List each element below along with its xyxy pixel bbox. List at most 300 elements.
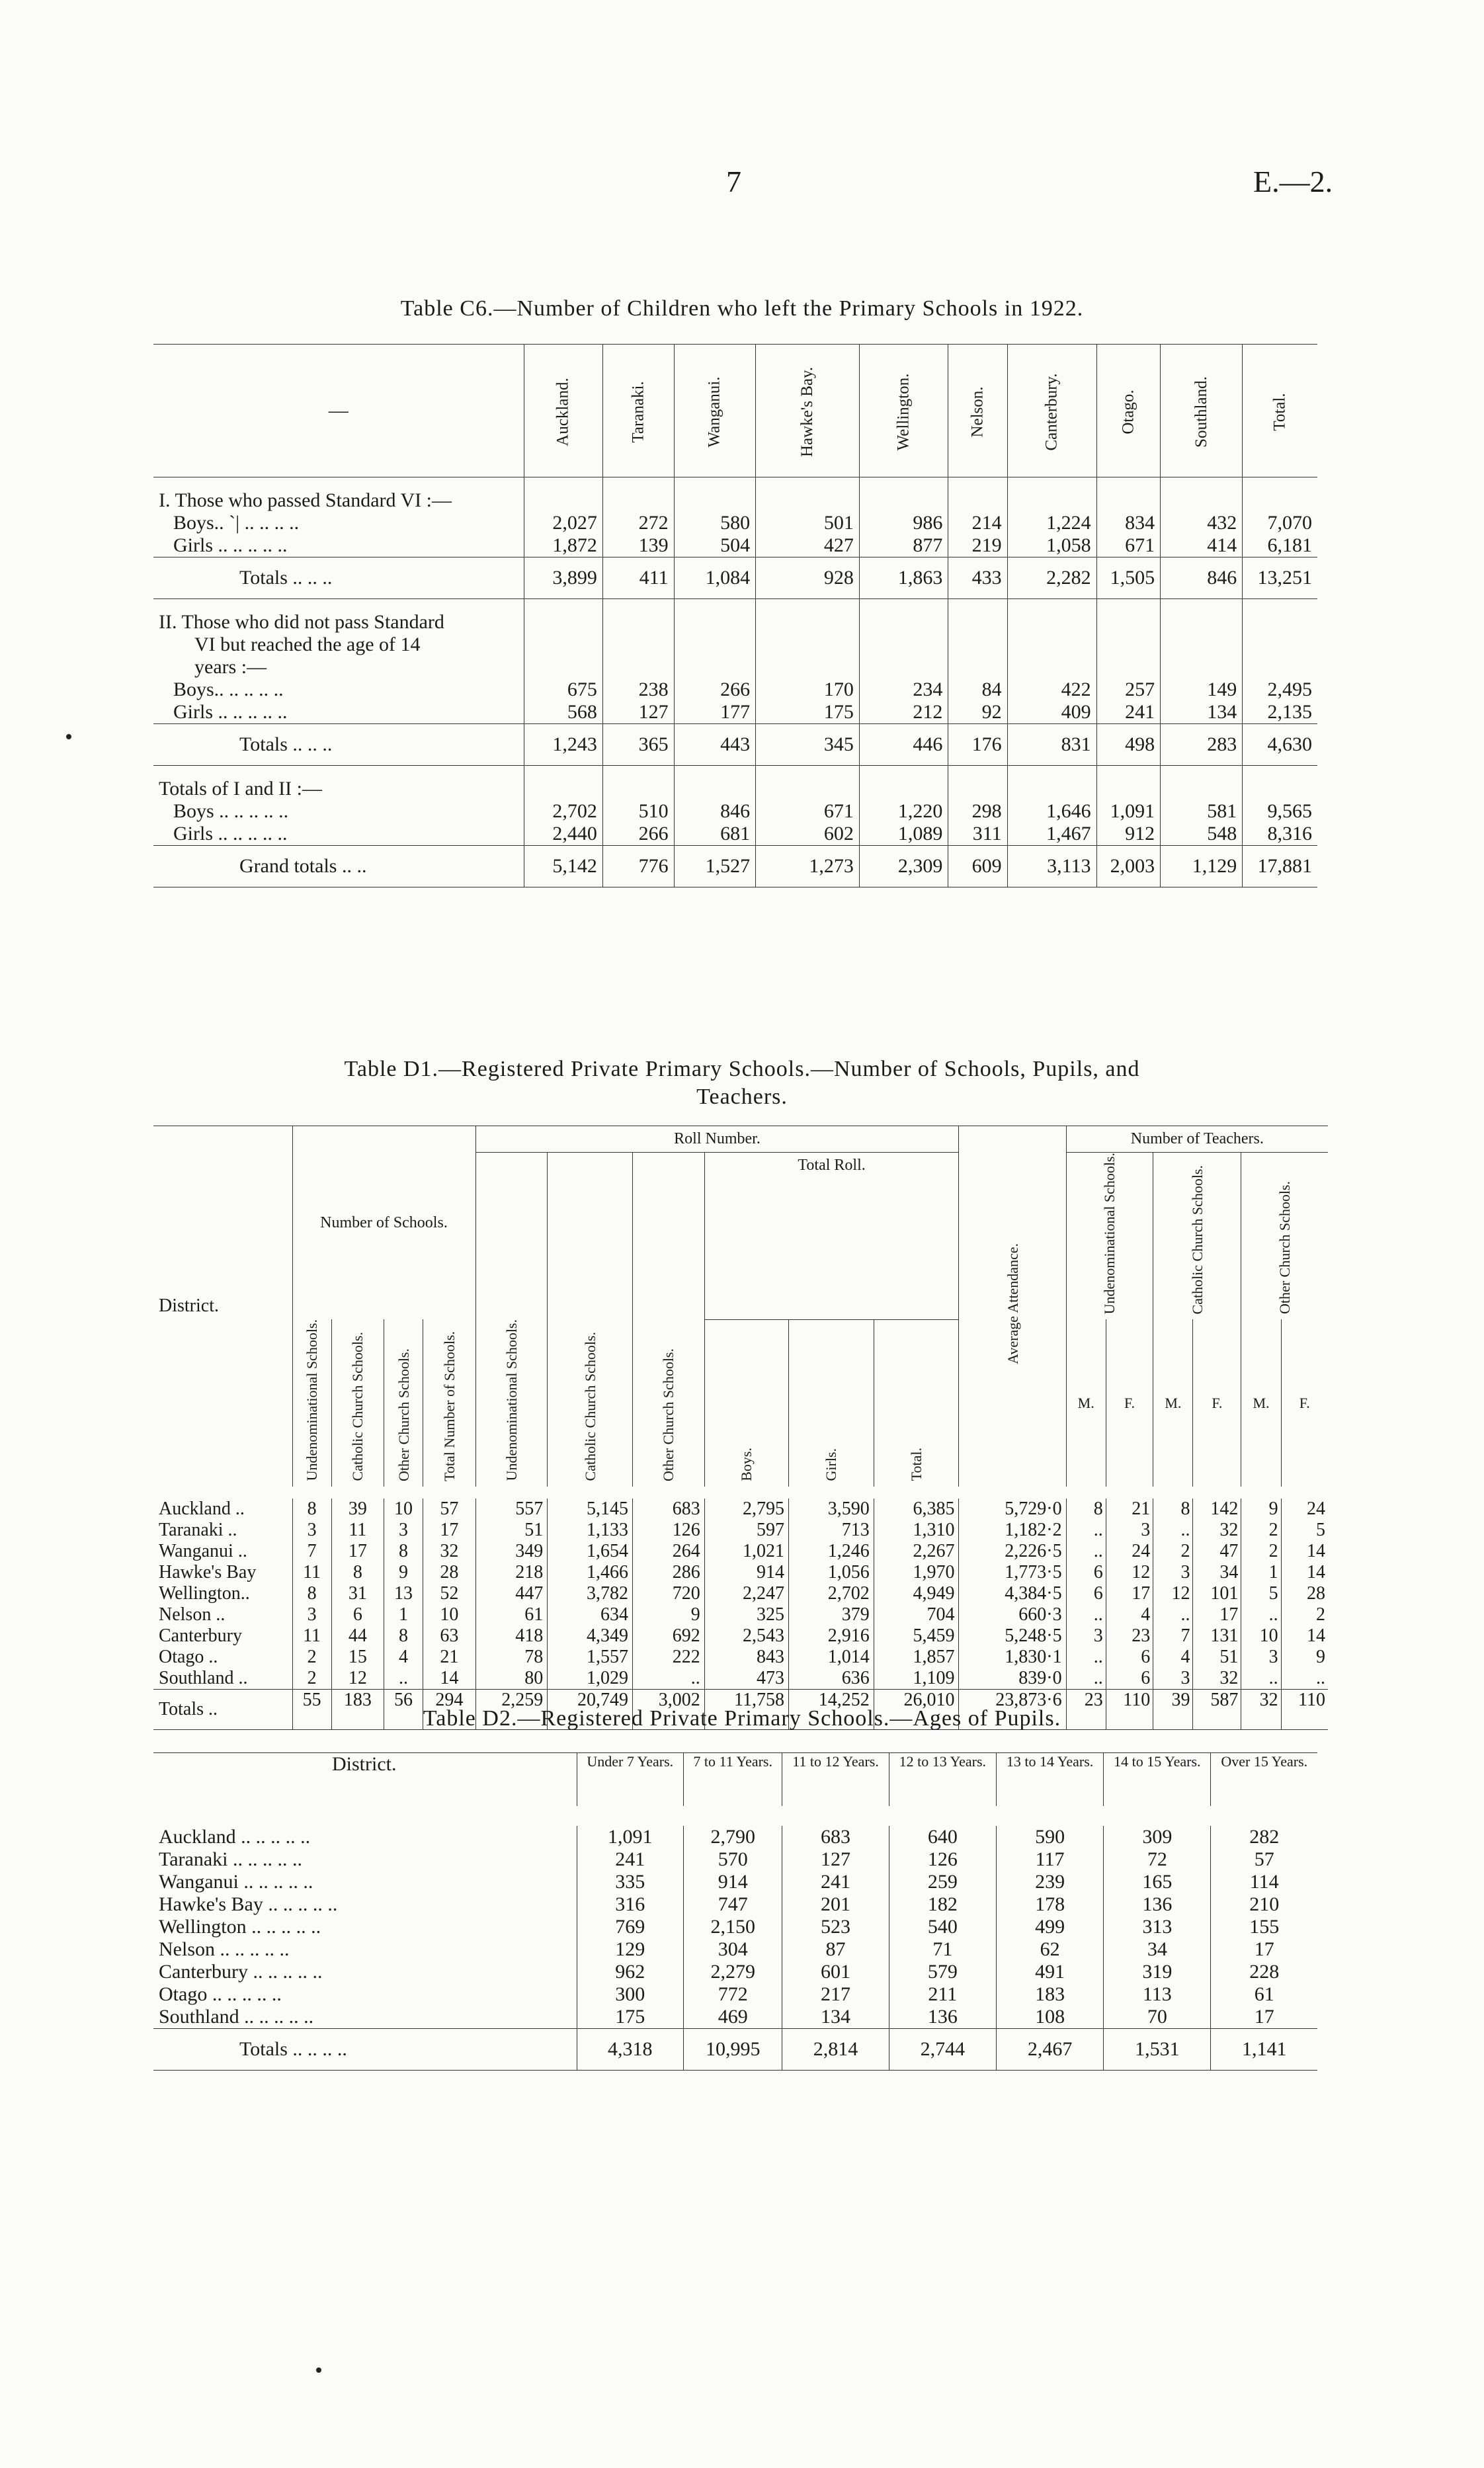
district-name: Hawke's Bay (159, 1561, 257, 1583)
d2-col-head: 7 to 11 Years. (684, 1753, 782, 1817)
table-cell: 26,010 (874, 1689, 959, 1729)
table-cell: 5 (1241, 1583, 1281, 1604)
table-cell: 1,182·2 (959, 1520, 1066, 1541)
table-cell: 6 (1066, 1562, 1106, 1583)
table-cell: 177 (674, 701, 755, 724)
table-cell: 234 (859, 679, 948, 701)
table-cell: 1,224 (1007, 512, 1096, 534)
c6-section2-heading: years :— (194, 656, 267, 678)
table-cell: .. (1066, 1541, 1106, 1562)
table-cell: 597 (704, 1520, 788, 1541)
table-cell: 241 (782, 1871, 889, 1893)
table-cell: 155 (1211, 1916, 1317, 1938)
d2-col-head: Under 7 Years. (577, 1753, 684, 1817)
table-cell: 365 (602, 724, 674, 766)
table-cell: 127 (782, 1848, 889, 1871)
table-cell: 447 (475, 1583, 548, 1604)
d2-col-head: 11 to 12 Years. (782, 1753, 889, 1817)
d1-mf-head: M. (1241, 1319, 1281, 1492)
table-cell: 257 (1096, 679, 1161, 701)
table-cell: 499 (996, 1916, 1103, 1938)
table-row (153, 1625, 1328, 1647)
table-cell: 8 (1066, 1493, 1106, 1520)
table-cell: 11,758 (704, 1689, 788, 1729)
table-cell: .. (1281, 1668, 1328, 1690)
table-cell: 523 (782, 1916, 889, 1938)
table-cell: 432 (1161, 512, 1243, 534)
table-cell: 2,814 (782, 2029, 889, 2071)
table-cell: 9,565 (1243, 800, 1317, 823)
district-name: Nelson .. (159, 1604, 226, 1625)
table-cell: 239 (996, 1871, 1103, 1893)
table-cell: 2 (292, 1668, 331, 1690)
table-cell: 134 (1161, 701, 1243, 724)
c6-row (153, 724, 1317, 766)
table-cell: 136 (1104, 1893, 1211, 1916)
table-cell: 846 (674, 800, 755, 823)
table-cell: 2,543 (704, 1625, 788, 1647)
table-cell: 422 (1007, 679, 1096, 701)
table-cell: 117 (996, 1848, 1103, 1871)
table-cell: 300 (577, 1983, 684, 2006)
table-cell: 71 (889, 1938, 996, 1961)
table-cell: 839·0 (959, 1668, 1066, 1690)
table-cell: 2,267 (874, 1541, 959, 1562)
table-cell: 31 (331, 1583, 384, 1604)
table-cell: 2,282 (1007, 557, 1096, 599)
d1-total-roll-group: Total Roll. (704, 1153, 959, 1320)
d1-school-col: Other Church Schools. (384, 1319, 423, 1492)
table-cell: 720 (632, 1583, 704, 1604)
table-row (153, 1816, 1317, 1848)
row-label: Girls .. .. .. .. .. (173, 534, 288, 556)
table-cell: 4 (384, 1647, 423, 1668)
table-cell: 17 (1211, 1938, 1317, 1961)
table-cell: 3 (1066, 1625, 1106, 1647)
table-cell: 1 (384, 1604, 423, 1625)
table-cell: 14 (1281, 1562, 1328, 1583)
table-cell: 504 (674, 534, 755, 557)
table-cell: 1,091 (577, 1816, 684, 1848)
district-name: Southland .. (159, 1667, 248, 1688)
table-cell: 846 (1161, 557, 1243, 599)
table-cell: 776 (602, 846, 674, 887)
table-cell: 581 (1161, 800, 1243, 823)
table-cell: 1,863 (859, 557, 948, 599)
c6-section1-heading: I. Those who passed Standard VI :— (159, 489, 452, 511)
table-cell: 84 (948, 679, 1007, 701)
table-cell: 24 (1281, 1493, 1328, 1520)
table-cell: 32 (1193, 1520, 1241, 1541)
table-cell: 3,899 (524, 557, 602, 599)
table-cell: 914 (704, 1562, 788, 1583)
table-cell: 39 (1153, 1689, 1193, 1729)
table-cell: 78 (475, 1647, 548, 1668)
table-cell: 4,949 (874, 1583, 959, 1604)
table-cell: 443 (674, 724, 755, 766)
table-cell: 2,744 (889, 2029, 996, 2071)
table-cell: 5,248·5 (959, 1625, 1066, 1647)
table-cell: .. (1066, 1604, 1106, 1625)
table-cell: 1,058 (1007, 534, 1096, 557)
table-cell: 5,459 (874, 1625, 959, 1647)
table-cell: 4,384·5 (959, 1583, 1066, 1604)
table-cell: 131 (1193, 1625, 1241, 1647)
table-cell: 17 (1193, 1604, 1241, 1625)
table-row (153, 1848, 1317, 1871)
c6-row (153, 512, 1317, 534)
table-cell: 14 (1281, 1541, 1328, 1562)
table-cell: 57 (1211, 1848, 1317, 1871)
table-cell: 212 (859, 701, 948, 724)
d1-mf-head: F. (1106, 1319, 1153, 1492)
c6-col-head: Total. (1243, 345, 1317, 477)
table-cell: 1,084 (674, 557, 755, 599)
table-cell: 1,273 (756, 846, 860, 887)
table-cell: 32 (1241, 1689, 1281, 1729)
table-cell: 1,089 (859, 823, 948, 846)
district-name: Otago .. .. .. .. .. (159, 1983, 282, 2005)
table-cell: 3,002 (632, 1689, 704, 1729)
d2-body (153, 1816, 1317, 2071)
d1-school-col: Undenominational Schools. (292, 1319, 331, 1492)
table-cell: 165 (1104, 1871, 1211, 1893)
c6-col-head: Taranaki. (602, 345, 674, 477)
table-cell: 9 (1241, 1493, 1281, 1520)
table-cell: 4,349 (548, 1625, 633, 1647)
table-cell: 568 (524, 701, 602, 724)
table-cell: 6 (331, 1604, 384, 1625)
c6-col-head: Canterbury. (1007, 345, 1096, 477)
table-row (153, 1562, 1328, 1583)
table-cell: 2,916 (788, 1625, 874, 1647)
c6-col-head: Southland. (1161, 345, 1243, 477)
row-label: Girls .. .. .. .. .. (173, 823, 288, 844)
table-cell: 671 (756, 800, 860, 823)
d1-district-head: District. (159, 1296, 219, 1317)
d1-mf-head: F. (1281, 1319, 1328, 1492)
table-cell: 10 (384, 1493, 423, 1520)
table-cell: 32 (1193, 1668, 1241, 1690)
table-cell: 238 (602, 679, 674, 701)
d1-body (153, 1493, 1328, 1730)
table-cell: 17 (1106, 1583, 1153, 1604)
table-cell: 5 (1281, 1520, 1328, 1541)
table-cell: 2,440 (524, 823, 602, 846)
page-number: 7 (726, 165, 741, 198)
d1-schools-group: Number of Schools. (292, 1126, 475, 1320)
table-cell: 14 (1281, 1625, 1328, 1647)
table-cell: 747 (684, 1893, 782, 1916)
table-cell: 914 (684, 1871, 782, 1893)
d2-district-head: District. (332, 1753, 397, 1775)
table-cell: 61 (475, 1604, 548, 1625)
table-cell: 13,251 (1243, 557, 1317, 599)
table-cell: 675 (524, 679, 602, 701)
c6-section2-heading: II. Those who did not pass Standard (159, 611, 444, 633)
table-cell: 136 (889, 2006, 996, 2029)
table-cell: 772 (684, 1983, 782, 2006)
table-cell: 2,003 (1096, 846, 1161, 887)
table-cell: 2,027 (524, 512, 602, 534)
table-cell: 311 (948, 823, 1007, 846)
document-reference: E.—2. (1253, 165, 1333, 198)
table-cell: 6 (1066, 1583, 1106, 1604)
row-label: Boys .. .. .. .. .. (173, 800, 289, 822)
table-cell: 671 (1096, 534, 1161, 557)
table-cell: 2,309 (859, 846, 948, 887)
table-cell: 14 (423, 1668, 475, 1690)
c6-row (153, 800, 1317, 823)
row-label: Totals .. .. .. (239, 567, 333, 589)
table-cell: 713 (788, 1520, 874, 1541)
table-cell: 23 (1106, 1625, 1153, 1647)
table-cell: 114 (1211, 1871, 1317, 1893)
table-cell: 1,246 (788, 1541, 874, 1562)
table-cell: 313 (1104, 1916, 1211, 1938)
table-cell: 14,252 (788, 1689, 874, 1729)
table-cell: 34 (1193, 1562, 1241, 1583)
table-cell: 2,247 (704, 1583, 788, 1604)
table-cell: 2,795 (704, 1493, 788, 1520)
table-cell: 3 (292, 1520, 331, 1541)
table-cell: 6,181 (1243, 534, 1317, 557)
table-cell: 286 (632, 1562, 704, 1583)
table-cell: 11 (331, 1520, 384, 1541)
table-cell: 57 (423, 1493, 475, 1520)
table-cell: 411 (602, 557, 674, 599)
table-cell: 1,310 (874, 1520, 959, 1541)
table-cell: 2 (1241, 1520, 1281, 1541)
table-cell: 7 (1153, 1625, 1193, 1647)
table-cell: 15 (331, 1647, 384, 1668)
table-cell: 294 (423, 1689, 475, 1729)
table-cell: 2,702 (524, 800, 602, 823)
table-row (153, 1520, 1328, 1541)
d1-mf-head: M. (1153, 1319, 1193, 1492)
table-cell: 228 (1211, 1961, 1317, 1983)
table-cell: 1,970 (874, 1562, 959, 1583)
table-cell: 1,467 (1007, 823, 1096, 846)
table-cell: 62 (996, 1938, 1103, 1961)
table-row (153, 1871, 1317, 1893)
table-cell: .. (1153, 1604, 1193, 1625)
table-cell: 7,070 (1243, 512, 1317, 534)
table-cell: 2,467 (996, 2029, 1103, 2071)
table-cell: 6 (1106, 1668, 1153, 1690)
table-cell: 218 (475, 1562, 548, 1583)
table-cell: 1,029 (548, 1668, 633, 1690)
district-name: Hawke's Bay .. .. .. .. .. (159, 1893, 338, 1915)
table-cell: 44 (331, 1625, 384, 1647)
table-cell: 51 (1193, 1647, 1241, 1668)
table-row (153, 1916, 1317, 1938)
table-cell: 3,782 (548, 1583, 633, 1604)
table-cell: 28 (1281, 1583, 1328, 1604)
table-cell: 3 (384, 1520, 423, 1541)
table-cell: 349 (475, 1541, 548, 1562)
table-cell: 681 (674, 823, 755, 846)
table-cell: 47 (1193, 1541, 1241, 1562)
district-name: Totals .. (159, 1698, 218, 1719)
table-cell: 414 (1161, 534, 1243, 557)
table-cell: 17 (1211, 2006, 1317, 2029)
table-cell: 219 (948, 534, 1007, 557)
table-cell: 1,654 (548, 1541, 633, 1562)
table-cell: 34 (1104, 1938, 1211, 1961)
table-cell: 1,109 (874, 1668, 959, 1690)
table-cell: 1,872 (524, 534, 602, 557)
table-cell: 210 (1211, 1893, 1317, 1916)
d1-roll-group: Roll Number. (475, 1126, 959, 1153)
c6-col-head: Otago. (1096, 345, 1161, 477)
table-cell: 9 (632, 1604, 704, 1625)
district-name: Auckland .. (159, 1498, 245, 1519)
table-cell: 316 (577, 1893, 684, 1916)
table-cell: 1,056 (788, 1562, 874, 1583)
district-name: Totals .. .. .. .. (239, 2038, 347, 2060)
district-name: Wellington.. (159, 1583, 250, 1604)
table-cell: 1,141 (1211, 2029, 1317, 2071)
table-cell: 831 (1007, 724, 1096, 766)
d1-teachers-group: Number of Teachers. (1066, 1126, 1328, 1153)
table-cell: 13 (384, 1583, 423, 1604)
table-cell: 217 (782, 1983, 889, 2006)
table-cell: 8 (1153, 1493, 1193, 1520)
table-cell: 1,646 (1007, 800, 1096, 823)
table-cell: 4,318 (577, 2029, 684, 2071)
table-cell: 264 (632, 1541, 704, 1562)
table-cell: 446 (859, 724, 948, 766)
table-cell: 142 (1193, 1493, 1241, 1520)
table-row (153, 1938, 1317, 1961)
table-row (153, 1604, 1328, 1625)
c6-col-head: Nelson. (948, 345, 1007, 477)
table-cell: 24 (1106, 1541, 1153, 1562)
table-cell: 587 (1193, 1689, 1241, 1729)
table-cell: 962 (577, 1961, 684, 1983)
c6-body (153, 477, 1317, 887)
table-cell: 175 (577, 2006, 684, 2029)
table-cell: 683 (782, 1816, 889, 1848)
table-cell: 32 (423, 1541, 475, 1562)
table-cell: 222 (632, 1647, 704, 1668)
d2-col-head: 14 to 15 Years. (1104, 1753, 1211, 1817)
d1-mf-head: M. (1066, 1319, 1106, 1492)
table-cell: 2,150 (684, 1916, 782, 1938)
table-cell: 1,466 (548, 1562, 633, 1583)
table-cell: 1,531 (1104, 2029, 1211, 2071)
table-cell: 1,091 (1096, 800, 1161, 823)
district-name: Taranaki .. (159, 1519, 237, 1540)
table-cell: 469 (684, 2006, 782, 2029)
table-cell: 113 (1104, 1983, 1211, 2006)
table-cell: 660·3 (959, 1604, 1066, 1625)
table-cell: 692 (632, 1625, 704, 1647)
margin-mark (316, 2367, 321, 2373)
table-cell: 175 (756, 701, 860, 724)
table-cell: 928 (756, 557, 860, 599)
table-cell: 2 (1153, 1541, 1193, 1562)
table-cell: 409 (1007, 701, 1096, 724)
table-cell: 4,630 (1243, 724, 1317, 766)
c6-row (153, 823, 1317, 846)
c6-col-head: Auckland. (524, 345, 602, 477)
table-cell: 21 (1106, 1493, 1153, 1520)
table-cell: 1,830·1 (959, 1647, 1066, 1668)
d1-teacher-col: Other Church Schools. (1241, 1153, 1328, 1320)
table-cell: 3 (1153, 1562, 1193, 1583)
table-cell: 8 (331, 1562, 384, 1583)
table-cell: 843 (704, 1647, 788, 1668)
table-cell: 126 (889, 1848, 996, 1871)
table-cell: 10 (423, 1604, 475, 1625)
d1-teacher-col: Undenominational Schools. (1066, 1153, 1153, 1320)
totals-row (153, 2029, 1317, 2071)
d1-school-col: Catholic Church Schools. (331, 1319, 384, 1492)
table-row (153, 1983, 1317, 2006)
table-cell: 92 (948, 701, 1007, 724)
district-name: Canterbury .. .. .. .. .. (159, 1961, 323, 1983)
table-cell: 5,142 (524, 846, 602, 887)
table-cell: 87 (782, 1938, 889, 1961)
table-cell: .. (632, 1668, 704, 1690)
table-cell: 8 (292, 1583, 331, 1604)
row-label: Boys.. .. .. .. .. (173, 679, 284, 700)
d1-total-roll-col: Total. (874, 1319, 959, 1492)
table-cell: 266 (602, 823, 674, 846)
table-cell: 127 (602, 701, 674, 724)
row-label: Grand totals .. .. (239, 855, 367, 877)
table-cell: 72 (1104, 1848, 1211, 1871)
table-cell: 636 (788, 1668, 874, 1690)
table-cell: 2,279 (684, 1961, 782, 1983)
d2-col-head: Over 15 Years. (1211, 1753, 1317, 1817)
table-cell: 1,857 (874, 1647, 959, 1668)
c6-col-head: Wanganui. (674, 345, 755, 477)
table-cell: 63 (423, 1625, 475, 1647)
table-cell: 473 (704, 1668, 788, 1690)
table-cell: 1,220 (859, 800, 948, 823)
d1-teacher-col: Catholic Church Schools. (1153, 1153, 1241, 1320)
table-row (153, 1583, 1328, 1604)
d1-total-roll-col: Boys. (704, 1319, 788, 1492)
table-row (153, 1647, 1328, 1668)
c6-row (153, 701, 1317, 724)
district-name: Taranaki .. .. .. .. .. (159, 1848, 303, 1870)
table-cell: 986 (859, 512, 948, 534)
table-cell: 20,749 (548, 1689, 633, 1729)
table-cell: 501 (756, 512, 860, 534)
table-cell: 640 (889, 1816, 996, 1848)
table-d1 (153, 1126, 1328, 1730)
table-cell: 540 (889, 1916, 996, 1938)
table-cell: 345 (756, 724, 860, 766)
table-cell: 609 (948, 846, 1007, 887)
table-cell: 1,243 (524, 724, 602, 766)
district-name: Auckland .. .. .. .. .. (159, 1826, 311, 1848)
table-cell: 110 (1281, 1689, 1328, 1729)
table-cell: 52 (423, 1583, 475, 1604)
table-cell: 149 (1161, 679, 1243, 701)
table-cell: 23 (1066, 1689, 1106, 1729)
table-cell: 12 (331, 1668, 384, 1690)
row-label: Boys.. `| .. .. .. .. (173, 512, 300, 534)
district-name: Canterbury (159, 1625, 242, 1646)
table-cell: 2,495 (1243, 679, 1317, 701)
table-cell: 39 (331, 1493, 384, 1520)
table-cell: 2 (1281, 1604, 1328, 1625)
